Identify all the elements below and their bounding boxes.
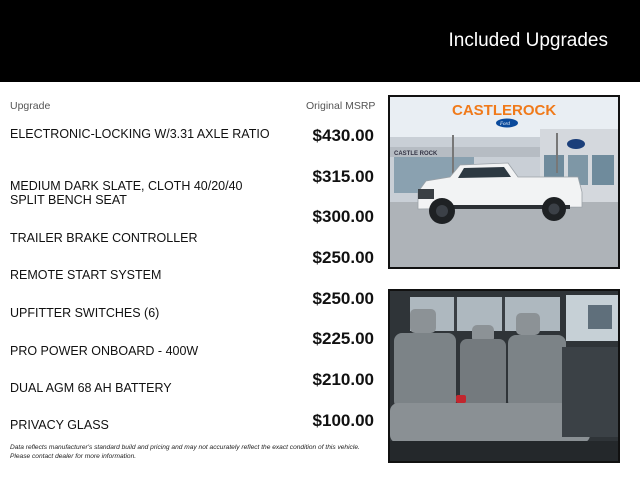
svg-text:Ford: Ford	[500, 122, 510, 127]
upgrade-column-header: Upgrade	[10, 100, 51, 112]
upgrade-name: MEDIUM DARK SLATE, CLOTH 40/20/40 SPLIT BENCH SEAT	[10, 179, 243, 207]
msrp-column-header: Original MSRP	[306, 100, 376, 112]
upgrade-price: $315.00	[312, 167, 374, 186]
upgrade-name: REMOTE START SYSTEM	[10, 268, 162, 282]
page-title: Included Upgrades	[448, 30, 608, 51]
upgrade-name: TRAILER BRAKE CONTROLLER	[10, 231, 198, 245]
upgrade-name: ELECTRONIC-LOCKING W/3.31 AXLE RATIO	[10, 127, 270, 141]
building-sign: CASTLE ROCK	[394, 151, 438, 157]
upgrade-price: $430.00	[312, 126, 374, 145]
upgrade-price: $210.00	[312, 370, 374, 389]
upgrade-price: $250.00	[312, 289, 374, 308]
disclaimer-text: Data reflects manufacturer's standard build and pricing and may not accurately reflect the exact condition of this vehicle. Please contact dealer for more information.	[10, 444, 360, 460]
upgrade-name: DUAL AGM 68 AH BATTERY	[10, 381, 172, 395]
pickup-truck-exterior-photo	[388, 95, 620, 269]
upgrade-price: $100.00	[312, 411, 374, 430]
upgrade-price: $300.00	[312, 207, 374, 226]
upgrade-price: $225.00	[312, 329, 374, 348]
dealer-logo: CASTLEROCK	[452, 102, 557, 119]
upgrade-name: PRO POWER ONBOARD - 400W	[10, 344, 199, 358]
rear-bench-seat-interior-photo	[388, 289, 620, 463]
upgrade-name: PRIVACY GLASS	[10, 418, 109, 432]
header-bar	[0, 0, 640, 82]
upgrade-name: UPFITTER SWITCHES (6)	[10, 306, 160, 320]
upgrade-price: $250.00	[312, 248, 374, 267]
